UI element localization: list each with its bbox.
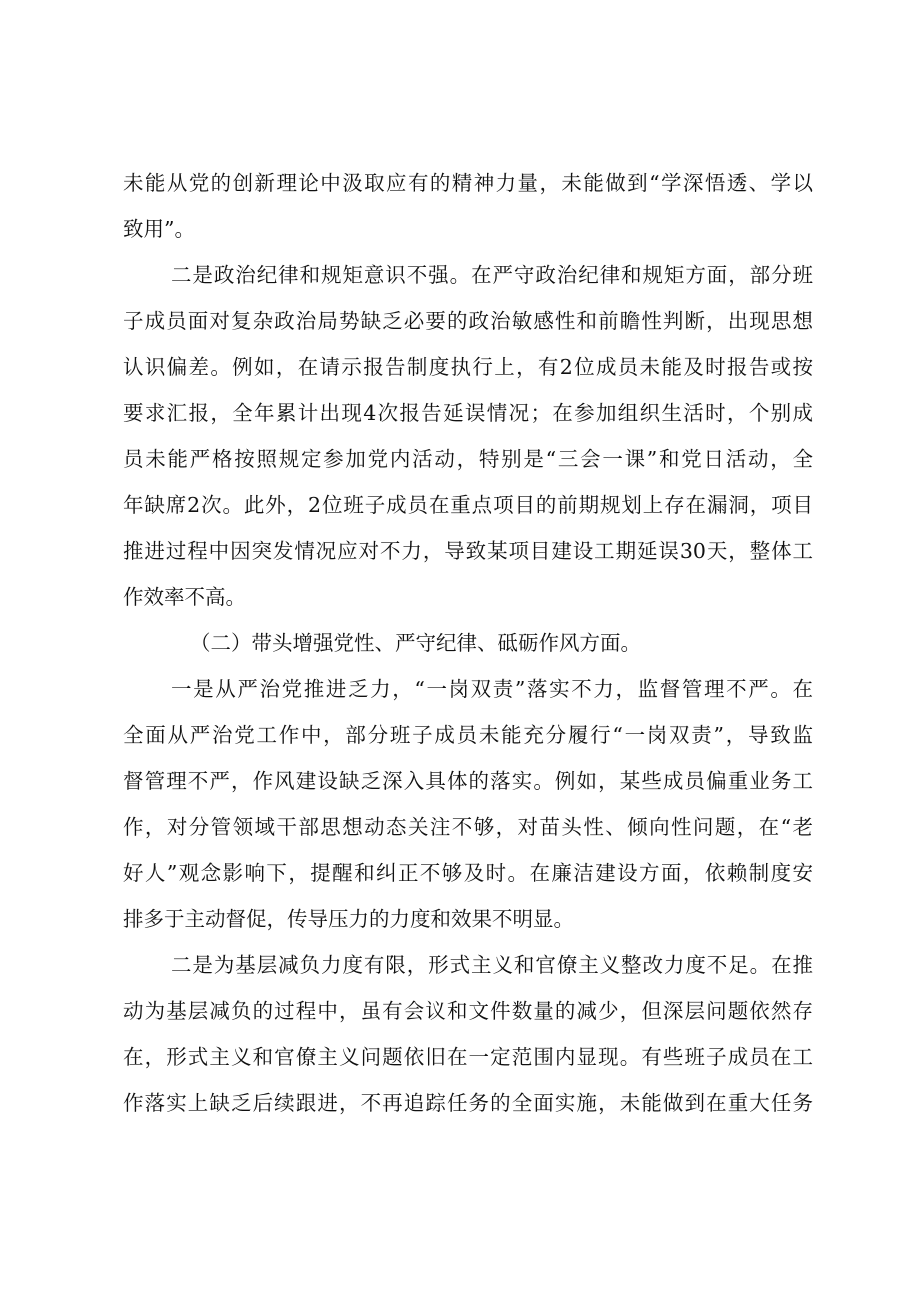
section-heading: （二）带头增强党性、严守纪律、砥砺作风方面。 xyxy=(190,631,641,655)
text-line-17: 排多于主动督促，传导压力的力度和效果不明显。 xyxy=(123,907,574,931)
paragraph-3-first-line: 一是从严治党推进乏力，“一岗双责”落实不力，监督管理不严。在 xyxy=(171,677,813,701)
text-line-20: 在，形式主义和官僚主义问题依旧在一定范围内显现。有些班子成员在工 xyxy=(123,1045,813,1069)
text-line-4: 子成员面对复杂政治局势缺乏必要的政治敏感性和前瞻性判断，出现思想 xyxy=(123,309,813,333)
text-line-14: 督管理不严，作风建设缺乏深入具体的落实。例如，某些成员偏重业务工 xyxy=(123,769,813,793)
text-line-15: 作，对分管领域干部思想动态关注不够，对苗头性、倾向性问题，在“老 xyxy=(123,815,813,839)
text-line-21: 作落实上缺乏后续跟进，不再追踪任务的全面实施，未能做到在重大任务 xyxy=(123,1091,813,1115)
text-line-2: 致用”。 xyxy=(123,217,195,241)
text-line-6: 要求汇报，全年累计出现4次报告延误情况；在参加组织生活时，个别成 xyxy=(123,401,813,425)
text-line-1: 未能从党的创新理论中汲取应有的精神力量，未能做到“学深悟透、学以 xyxy=(123,171,813,195)
text-line-16: 好人”观念影响下，提醒和纠正不够及时。在廉洁建设方面，依赖制度安 xyxy=(123,861,813,885)
text-line-5: 认识偏差。例如，在请示报告制度执行上，有2位成员未能及时报告或按 xyxy=(123,355,813,379)
paragraph-2-first-line: 二是政治纪律和规矩意识不强。在严守政治纪律和规矩方面，部分班 xyxy=(171,263,813,287)
text-line-7: 员未能严格按照规定参加党内活动，特别是“三会一课”和党日活动，全 xyxy=(123,447,813,471)
text-line-8: 年缺席2次。此外，2位班子成员在重点项目的前期规划上存在漏洞，项目 xyxy=(123,493,813,517)
text-line-13: 全面从严治党工作中，部分班子成员未能充分履行“一岗双责”，导致监 xyxy=(123,723,813,747)
text-line-19: 动为基层减负的过程中，虽有会议和文件数量的减少，但深层问题依然存 xyxy=(123,999,813,1023)
text-line-9: 推进过程中因突发情况应对不力，导致某项目建设工期延误30天，整体工 xyxy=(123,539,813,563)
paragraph-4-first-line: 二是为基层减负力度有限，形式主义和官僚主义整改力度不足。在推 xyxy=(171,953,813,977)
text-line-10: 作效率不高。 xyxy=(123,585,246,609)
